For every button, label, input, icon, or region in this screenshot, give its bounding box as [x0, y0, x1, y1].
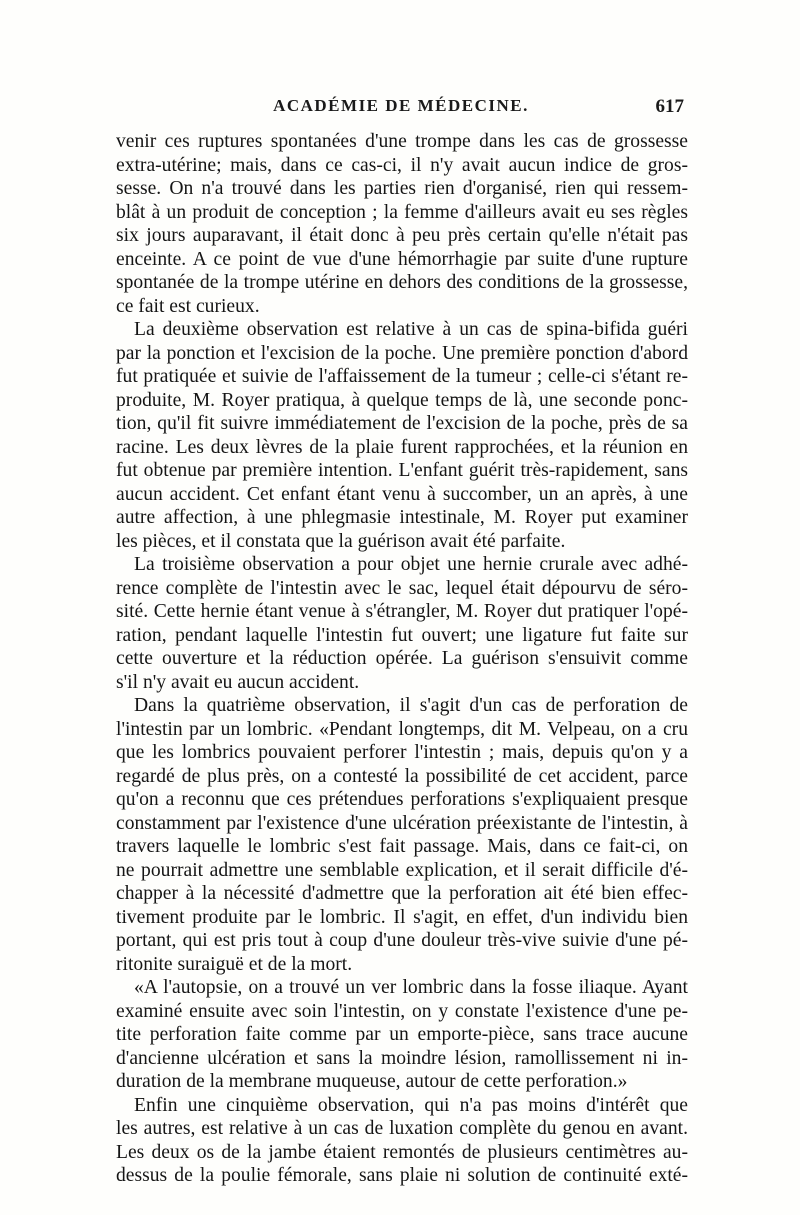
text-line: La troisième observation a pour objet une hernie crurale avec adhé-: [134, 554, 688, 575]
text-line: d'ancienne ulcération et sans la moindre lésion, ramollissement ni in-: [116, 1047, 688, 1069]
text-line: les autres, est relative à un cas de luxation complète du genou en avant.: [116, 1118, 688, 1139]
text-line: enceinte. A ce point de vue d'une hémorrhagie par suite d'une rupture: [116, 248, 688, 270]
running-header: [118, 96, 684, 122]
text-line: portant, qui est pris tout à coup d'une douleur très-vive suivie d'une pé-: [116, 930, 688, 951]
text-line: regardé de plus près, on a contesté la possibilité de cet accident, parce: [116, 765, 688, 787]
text-line: qu'on a reconnu que ces prétendues perforations s'expliquaient presque: [116, 789, 688, 810]
text-line: ce fait est curieux.: [116, 295, 260, 317]
text-line: ne pourrait admettre une semblable explication, et il serait difficile d'é-: [116, 859, 688, 881]
text-line: que les lombrics pouvaient perforer l'intestin ; mais, depuis qu'on y a: [116, 742, 688, 763]
text-line: travers laquelle le lombric s'est fait passage. Mais, dans ce fait-ci, on: [116, 836, 688, 857]
text-line: dessus de la poulie fémorale, sans plaie ni solution de continuité exté-: [116, 1165, 688, 1186]
text-line: sité. Cette hernie étant venue à s'étrangler, M. Royer dut pratiquer l'opé-: [116, 601, 688, 622]
text-line: autre affection, à une phlegmasie intestinale, M. Royer put examiner: [116, 507, 688, 528]
text-line: Dans la quatrième observation, il s'agit d'un cas de perforation de: [134, 695, 688, 716]
text-line: chapper à la nécessité d'admettre que la perforation ait été bien effec-: [116, 883, 688, 904]
text-line: venir ces ruptures spontanées d'une trompe dans les cas de grossesse: [116, 131, 688, 152]
text-line: produite, M. Royer pratiqua, à quelque temps de là, une seconde ponc-: [116, 389, 688, 411]
text-line: six jours auparavant, il était donc à peu près certain qu'elle n'était pas: [116, 225, 688, 246]
text-line: fut obtenue par première intention. L'enfant guérit très-rapidement, sans: [116, 460, 688, 481]
text-line: blât à un produit de conception ; la femme d'ailleurs avait eu ses règles: [116, 201, 688, 223]
text-line: Les deux os de la jambe étaient remontés de plusieurs centimètres au-: [116, 1141, 688, 1163]
text-line: rence complète de l'intestin avec le sac, lequel était dépourvu de séro-: [116, 577, 688, 599]
text-line: La deuxième observation est relative à un cas de spina-bifida guéri: [134, 319, 688, 340]
page-number: 617: [655, 96, 684, 117]
text-line: fut pratiquée et suivie de l'affaissement de la tumeur ; celle-ci s'étant re-: [116, 366, 688, 387]
text-line: les pièces, et il constata que la guérison avait été parfaite.: [116, 530, 566, 552]
text-line: examiné ensuite avec soin l'intestin, on y constate l'existence d'une pe-: [116, 1000, 688, 1022]
text-line: extra-utérine; mais, dans ce cas-ci, il n'y avait aucun indice de gros-: [116, 154, 688, 176]
text-line: constamment par l'existence d'une ulcération préexistante de l'intestin, à: [116, 812, 688, 834]
text-line: duration de la membrane muqueuse, autour de cette perforation.»: [116, 1071, 628, 1092]
text-line: tion, qu'il fit suivre immédiatement de l'excision de la poche, près de sa: [116, 413, 688, 434]
text-line: tite perforation faite comme par un emporte-pièce, sans trace aucune: [116, 1024, 688, 1045]
running-title: ACADÉMIE DE MÉDECINE.: [273, 96, 529, 115]
text-line: s'il n'y avait eu aucun accident.: [116, 671, 360, 693]
text-line: «A l'autopsie, on a trouvé un ver lombric dans la fosse iliaque. Ayant: [134, 977, 688, 998]
text-line: aucun accident. Cet enfant étant venu à succomber, un an après, à une: [116, 483, 688, 505]
text-line: racine. Les deux lèvres de la plaie furent rapprochées, et la réunion en: [116, 436, 688, 458]
body-text: [116, 130, 688, 1188]
text-line: cette ouverture et la réduction opérée. La guérison s'ensuivit comme: [116, 648, 688, 669]
text-line: ration, pendant laquelle l'intestin fut ouvert; une ligature fut faite sur: [116, 624, 688, 646]
text-line: Enfin une cinquième observation, qui n'a pas moins d'intérêt que: [134, 1094, 688, 1116]
text-line: spontanée de la trompe utérine en dehors des conditions de la grossesse,: [116, 272, 688, 293]
text-line: l'intestin par un lombric. «Pendant longtemps, dit M. Velpeau, on a cru: [116, 718, 688, 740]
text-line: par la ponction et l'excision de la poche. Une première ponction d'abord: [116, 342, 688, 364]
text-line: ritonite suraiguë et de la mort.: [116, 953, 353, 975]
text-line: tivement produite par le lombric. Il s'agit, en effet, d'un individu bien: [116, 906, 688, 928]
text-line: sesse. On n'a trouvé dans les parties rien d'organisé, rien qui ressem-: [116, 178, 688, 199]
